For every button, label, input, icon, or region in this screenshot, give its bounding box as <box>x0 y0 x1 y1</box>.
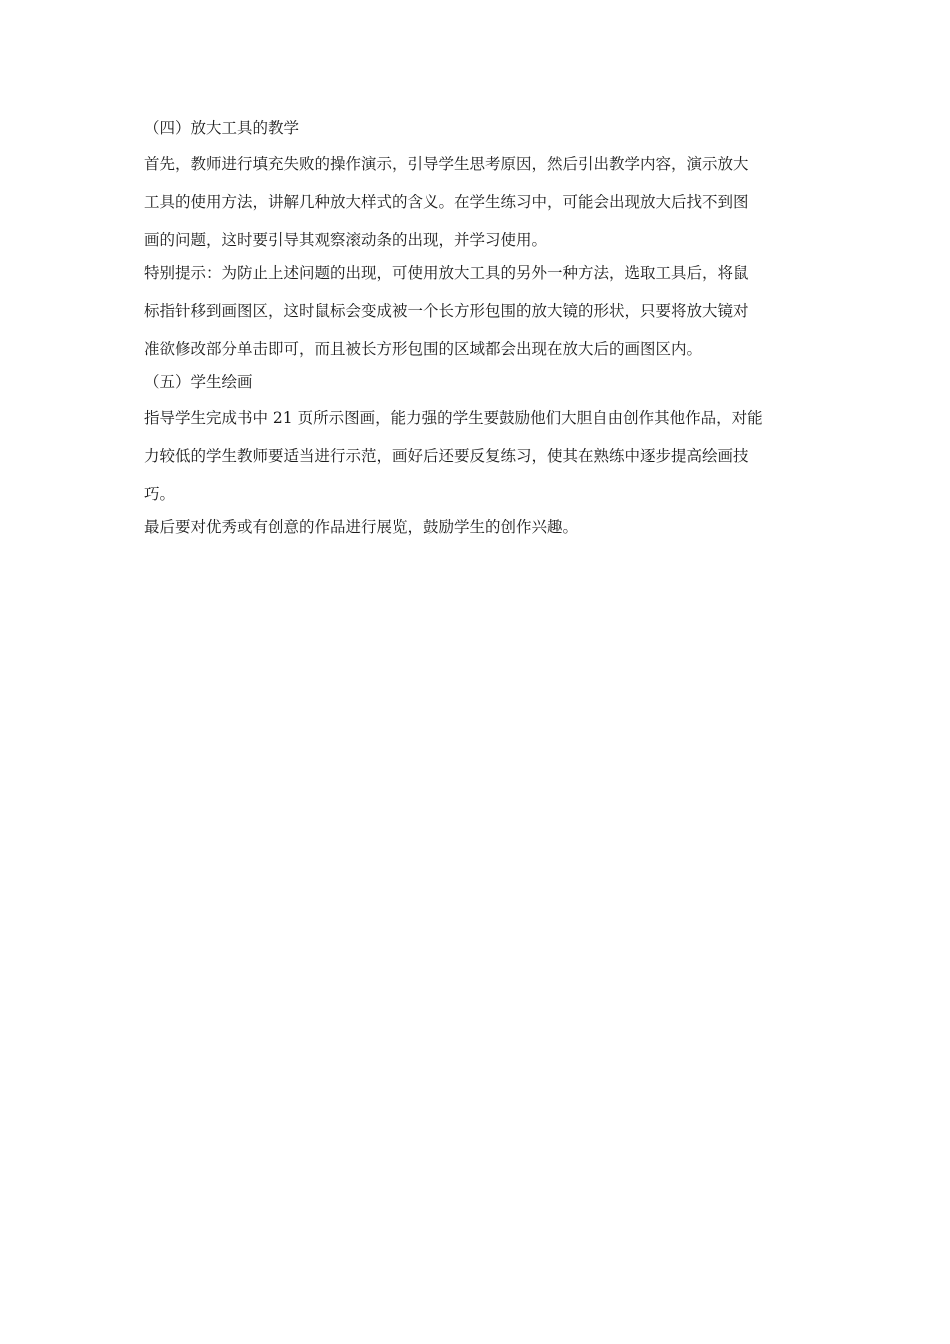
text-line: 最后要对优秀或有创意的作品进行展览，鼓励学生的创作兴趣。 <box>144 518 579 536</box>
text-line: 标指针移到画图区，这时鼠标会变成被一个长方形包围的放大镜的形状，只要将放大镜对 <box>144 302 749 320</box>
text-line: 工具的使用方法，讲解几种放大样式的含义。在学生练习中，可能会出现放大后找不到图 <box>144 193 749 211</box>
text-line: 准欲修改部分单击即可，而且被长方形包围的区域都会出现在放大后的画图区内。 <box>144 340 703 358</box>
text-line: 画的问题，这时要引导其观察滚动条的出现，并学习使用。 <box>144 231 548 249</box>
text-line: 首先，教师进行填充失败的操作演示，引导学生思考原因，然后引出教学内容，演示放大 <box>144 155 749 173</box>
section-heading-5: （五）学生绘画 <box>144 373 253 391</box>
paragraph-special-tip <box>144 254 808 368</box>
text-line: 巧。 <box>144 485 176 503</box>
text-line: 力较低的学生教师要适当进行示范，画好后还要反复练习，使其在熟练中逐步提高绘画技 <box>144 447 749 465</box>
paragraph-student-drawing <box>144 399 808 513</box>
paragraph-zoom-tool-intro <box>144 145 808 259</box>
text-line: 特别提示：为防止上述问题的出现，可使用放大工具的另外一种方法，选取工具后，将鼠 <box>144 264 749 282</box>
section-heading-4: （四）放大工具的教学 <box>144 119 300 137</box>
text-line: 指导学生完成书中 21 页所示图画，能力强的学生要鼓励他们大胆自由创作其他作品，对能 <box>144 409 763 427</box>
paragraph-exhibition <box>144 508 808 546</box>
document-page <box>144 118 808 550</box>
